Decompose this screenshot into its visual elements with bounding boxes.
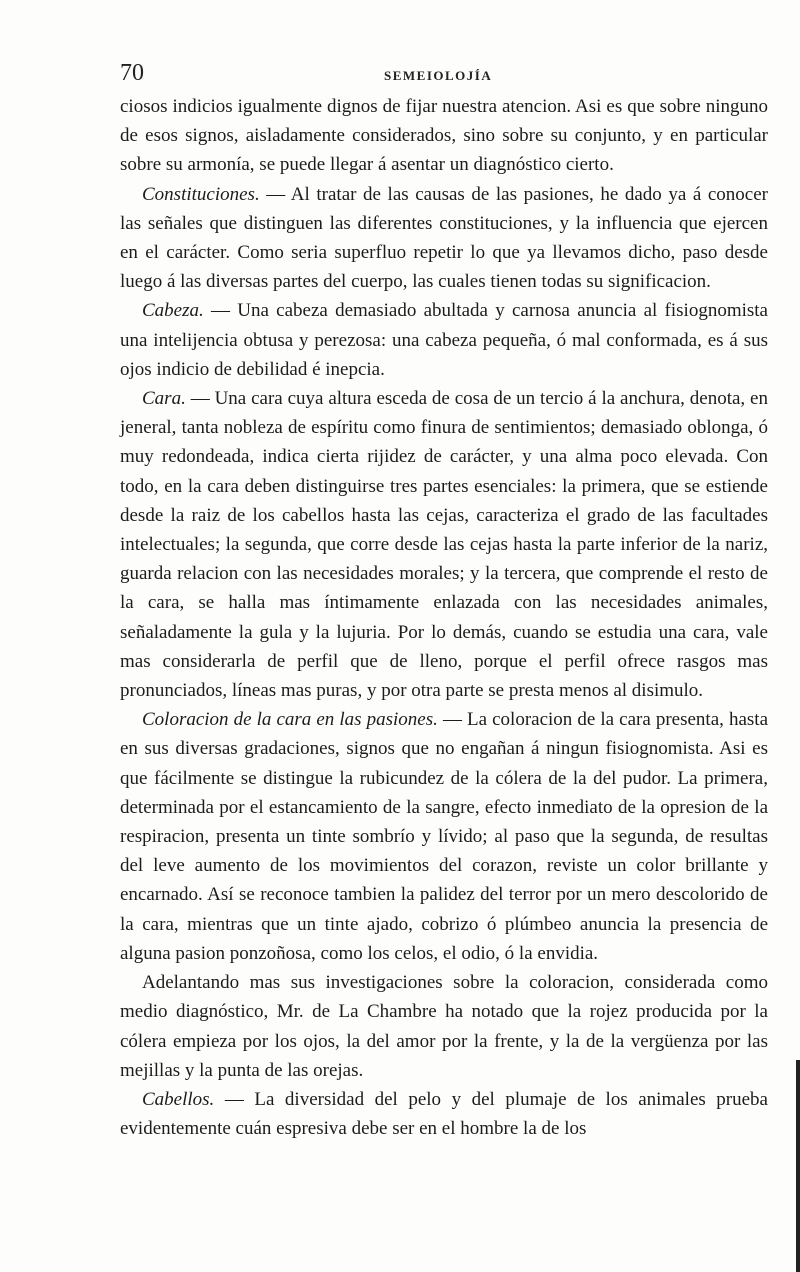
paragraph-coloracion bbox=[120, 705, 768, 968]
section-heading-constituciones: Constituciones. bbox=[142, 183, 260, 205]
section-heading-cabellos: Cabellos. bbox=[142, 1088, 215, 1110]
paragraph-constituciones bbox=[120, 180, 768, 297]
paragraph-text: — La coloracion de la cara presenta, hasta en sus diversas gradaciones, signos que no engañan á ningun fisiognomista. Asi es que fácilmente se distingue la rubicundez de la cólera de la del pudor. La primera, determinada por el estancamiento de la sangre, efecto inmediato de la opresion de la respiracion, presenta un tinte sombrío y lívido; al paso que la segunda, de resultas del leve aumento de los movimientos del corazon, reviste un color brillante y encarnado. Así se reconoce tambien la palidez del terror por un mero descolorido de la cara, mientras que un tinte ajado, cobrizo ó plúmbeo anuncia la presencia de alguna pasion ponzoñosa, como los celos, el odio, ó la envidia. bbox=[120, 709, 769, 964]
paragraph-text: — Una cara cuya altura esceda de cosa de un tercio á la anchura, denota, en jeneral, tanta nobleza de espíritu como finura de sentimientos; demasiado oblonga, ó muy redondeada, indica cierta rijidez de carácter, y una alma poco elevada. Con todo, en la cara deben distinguirse tres partes esenciales: la primera, que se estiende desde la raiz de los cabellos hasta las cejas, caracteriza el grado de las facultades intelectuales; la segunda, que corre desde las cejas hasta la parte inferior de la nariz, guarda relacion con las necesidades morales; y la tercera, que comprende el resto de la cara, se halla mas íntimamente enlazada con las necesidades animales, señaladamente la gula y la lujuria. Por lo demás, cuando se estudia una cara, vale mas considerarla de perfil que de lleno, porque el perfil ofrece rasgos mas pronunciados, líneas mas puras, y por otra parte se presta menos al disimulo. bbox=[120, 388, 768, 702]
paragraph-cara bbox=[120, 384, 768, 705]
paragraph-cabellos bbox=[120, 1085, 768, 1143]
section-heading-cabeza: Cabeza. bbox=[142, 300, 204, 322]
paragraph-text: — Al tratar de las causas de las pasiones, he dado ya á conocer las señales que distinguen las diferentes constituciones, y la influencia que ejercen en el carácter. Como seria superfluo repetir lo que ya llevamos dicho, paso desde luego á las diversas partes del cuerpo, las cuales tienen todas su significacion. bbox=[120, 183, 768, 293]
section-heading-coloracion: Coloracion de la cara en las pasiones. bbox=[142, 709, 438, 731]
paragraph-cabeza bbox=[120, 296, 768, 384]
paragraph-text: Adelantando mas sus investigaciones sobre la coloracion, considerada como medio diagnóstico, Mr. de La Chambre ha notado que la rojez producida por la cólera empieza por los ojos, la del amor por la frente, y la de la vergüenza por las mejillas y la punta de las orejas. bbox=[120, 972, 768, 1081]
page-edge-line bbox=[796, 1060, 800, 1272]
paragraph-text: ciosos indicios igualmente dignos de fijar nuestra atencion. Asi es que sobre ninguno de esos signos, aisladamente considerados, sino sobre su conjunto, y en particular sobre su armonía, se puede llegar á asentar un diagnóstico cierto. bbox=[120, 96, 768, 176]
section-heading-cara: Cara. bbox=[142, 388, 186, 410]
running-head: SEMEIOLOJÍA bbox=[384, 68, 493, 83]
page-header bbox=[120, 58, 760, 88]
paragraph-adelantando bbox=[120, 968, 768, 1085]
page-number: 70 bbox=[120, 60, 144, 86]
paragraph-continuation bbox=[120, 92, 768, 180]
body-text bbox=[120, 92, 768, 1143]
paragraph-text: — Una cabeza demasiado abultada y carnosa anuncia al fisiognomista una intelijencia obtusa y perezosa: una cabeza pequeña, ó mal conformada, es á sus ojos indicio de debilidad é inepcia. bbox=[120, 300, 768, 380]
paragraph-text: — La diversidad del pelo y del plumaje de los animales prueba evidentemente cuán espresiva debe ser en el hombre la de los bbox=[120, 1088, 768, 1140]
